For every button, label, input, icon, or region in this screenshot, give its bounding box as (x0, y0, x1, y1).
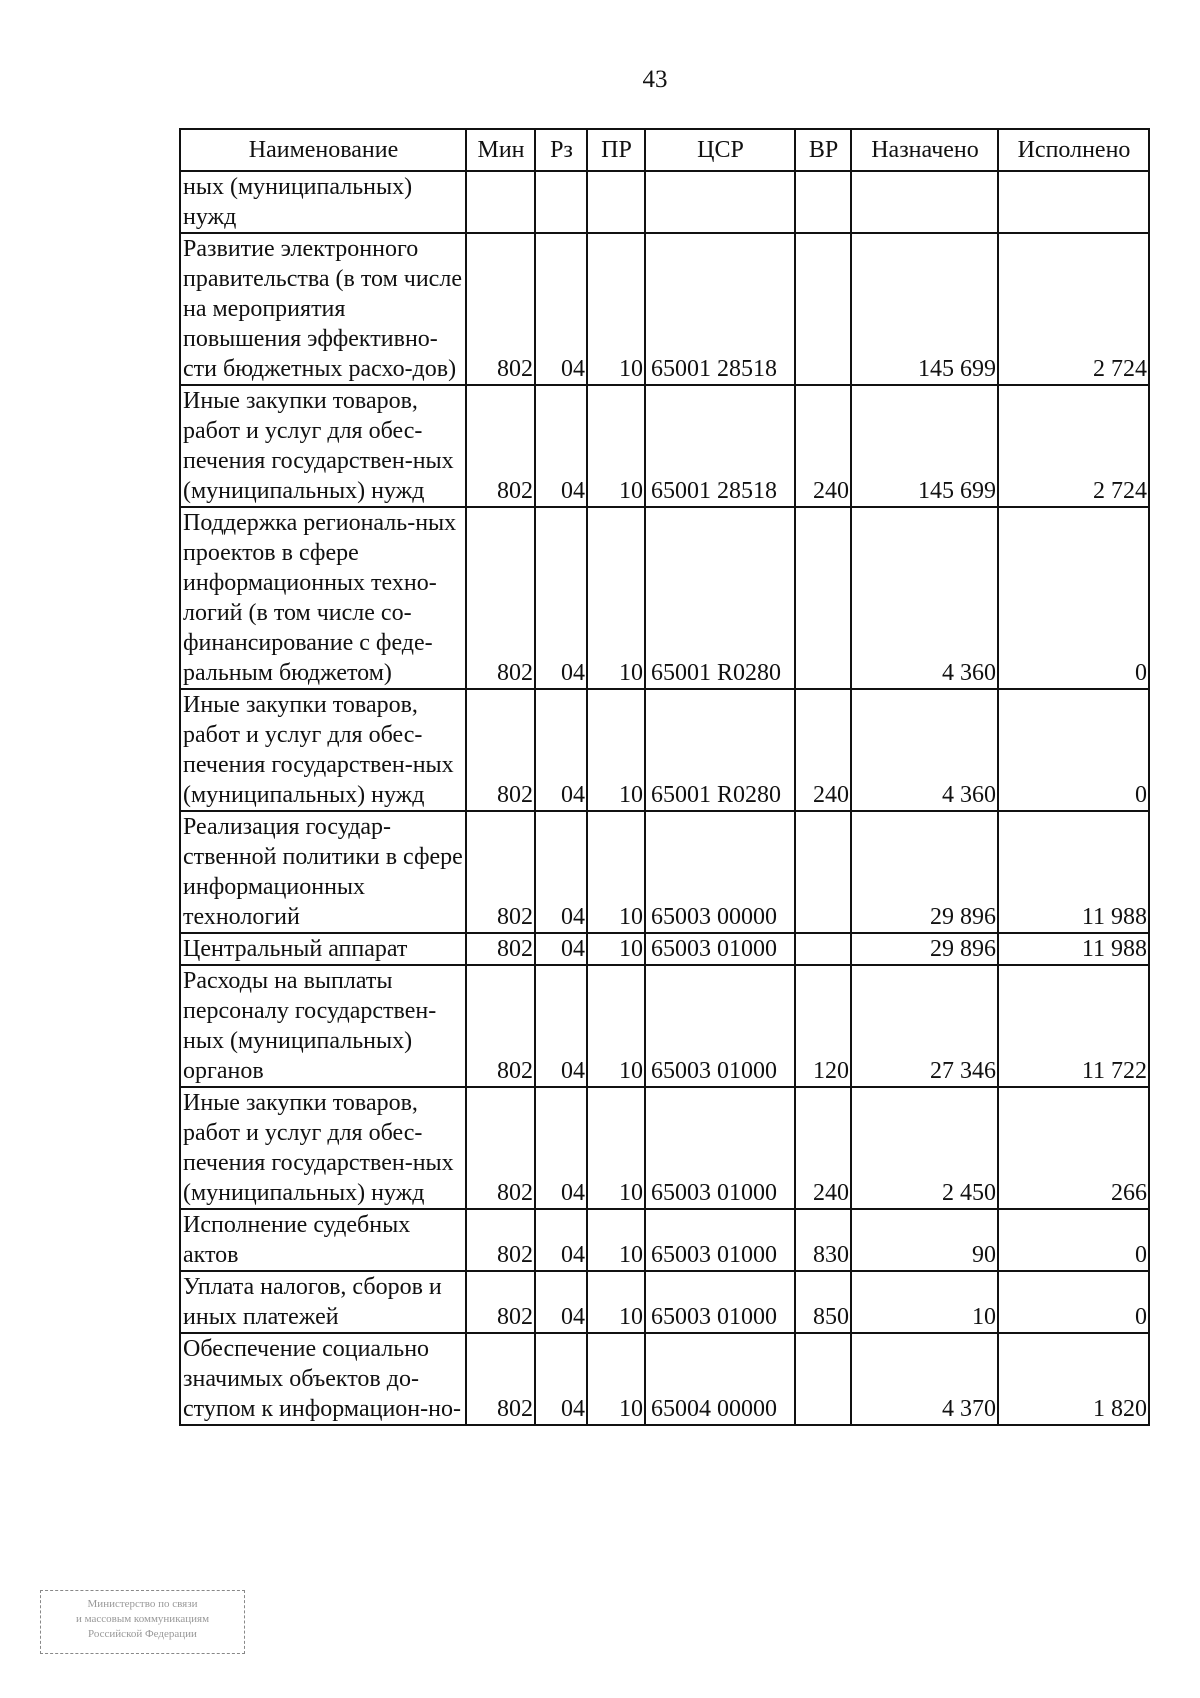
table-row (180, 171, 1149, 233)
table-row (180, 933, 1149, 965)
column-header-rz: Рз (535, 129, 587, 171)
column-header-csr: ЦСР (645, 129, 795, 171)
cell-vr: 850 (795, 1271, 851, 1333)
cell-pr: 10 (587, 965, 645, 1087)
cell-csr: 65001 28518 (645, 385, 795, 507)
cell-pr: 10 (587, 1271, 645, 1333)
cell-executed: 0 (998, 1271, 1149, 1333)
table-row (180, 233, 1149, 385)
cell-pr: 10 (587, 933, 645, 965)
cell-rz: 04 (535, 1209, 587, 1271)
cell-pr: 10 (587, 1087, 645, 1209)
cell-name: Иные закупки товаров, работ и услуг для обес-печения государствен-ных (муниципальных) нужд (180, 689, 466, 811)
cell-assigned: 4 360 (851, 689, 998, 811)
column-header-vr: ВР (795, 129, 851, 171)
table-body (180, 171, 1149, 1425)
cell-pr: 10 (587, 1333, 645, 1425)
cell-name: Развитие электронного правительства (в том числе на мероприятия повышения эффективно-сти бюджетных расхо-дов) (180, 233, 466, 385)
cell-csr: 65001 R0280 (645, 507, 795, 689)
cell-assigned: 145 699 (851, 233, 998, 385)
cell-min: 802 (466, 689, 535, 811)
cell-min (466, 171, 535, 233)
cell-executed: 11 722 (998, 965, 1149, 1087)
cell-executed: 0 (998, 507, 1149, 689)
cell-rz: 04 (535, 1271, 587, 1333)
cell-name: Поддержка региональ-ных проектов в сфере информационных техно-логий (в том числе со-финансирование с феде-ральным бюджетом) (180, 507, 466, 689)
cell-assigned: 29 896 (851, 933, 998, 965)
cell-name: Обеспечение социально значимых объектов до-ступом к информацион-но- (180, 1333, 466, 1425)
column-header-name: Наименование (180, 129, 466, 171)
cell-vr: 830 (795, 1209, 851, 1271)
cell-executed: 11 988 (998, 933, 1149, 965)
cell-executed: 266 (998, 1087, 1149, 1209)
cell-rz: 04 (535, 689, 587, 811)
cell-assigned: 29 896 (851, 811, 998, 933)
cell-min: 802 (466, 965, 535, 1087)
cell-csr: 65003 01000 (645, 933, 795, 965)
cell-rz: 04 (535, 385, 587, 507)
cell-assigned (851, 171, 998, 233)
table-row (180, 507, 1149, 689)
cell-vr (795, 507, 851, 689)
cell-vr: 240 (795, 385, 851, 507)
cell-pr: 10 (587, 811, 645, 933)
cell-vr (795, 1333, 851, 1425)
cell-rz: 04 (535, 507, 587, 689)
cell-csr: 65004 00000 (645, 1333, 795, 1425)
cell-csr (645, 171, 795, 233)
cell-rz (535, 171, 587, 233)
stamp-line: Министерство по связи (87, 1598, 198, 1610)
cell-name: Уплата налогов, сборов и иных платежей (180, 1271, 466, 1333)
table-row (180, 1271, 1149, 1333)
cell-assigned: 4 360 (851, 507, 998, 689)
cell-min: 802 (466, 385, 535, 507)
cell-assigned: 27 346 (851, 965, 998, 1087)
cell-name: ных (муниципальных) нужд (180, 171, 466, 233)
cell-name: Расходы на выплаты персоналу государствен-ных (муниципальных) органов (180, 965, 466, 1087)
cell-min: 802 (466, 1271, 535, 1333)
cell-vr (795, 933, 851, 965)
cell-vr: 120 (795, 965, 851, 1087)
cell-pr: 10 (587, 689, 645, 811)
budget-table (179, 128, 1150, 1426)
column-header-pr: ПР (587, 129, 645, 171)
cell-pr: 10 (587, 1209, 645, 1271)
cell-rz: 04 (535, 1333, 587, 1425)
cell-csr: 65003 01000 (645, 1209, 795, 1271)
cell-executed (998, 171, 1149, 233)
column-header-executed: Исполнено (998, 129, 1149, 171)
table-row (180, 1209, 1149, 1271)
cell-min: 802 (466, 811, 535, 933)
cell-name: Иные закупки товаров, работ и услуг для обес-печения государствен-ных (муниципальных) нужд (180, 1087, 466, 1209)
cell-rz: 04 (535, 233, 587, 385)
cell-rz: 04 (535, 1087, 587, 1209)
cell-csr: 65003 01000 (645, 1271, 795, 1333)
cell-executed: 0 (998, 1209, 1149, 1271)
cell-min: 802 (466, 233, 535, 385)
cell-executed: 2 724 (998, 385, 1149, 507)
table-row (180, 965, 1149, 1087)
cell-vr: 240 (795, 689, 851, 811)
cell-assigned: 2 450 (851, 1087, 998, 1209)
cell-executed: 1 820 (998, 1333, 1149, 1425)
cell-rz: 04 (535, 933, 587, 965)
cell-rz: 04 (535, 965, 587, 1087)
cell-csr: 65003 01000 (645, 965, 795, 1087)
cell-name: Иные закупки товаров, работ и услуг для обес-печения государствен-ных (муниципальных) нужд (180, 385, 466, 507)
cell-name: Центральный аппарат (180, 933, 466, 965)
table-header-row (180, 129, 1149, 171)
cell-csr: 65001 28518 (645, 233, 795, 385)
stamp-line: Российской Федерации (88, 1628, 197, 1640)
cell-min: 802 (466, 1333, 535, 1425)
cell-csr: 65003 00000 (645, 811, 795, 933)
cell-rz: 04 (535, 811, 587, 933)
cell-pr: 10 (587, 233, 645, 385)
cell-vr (795, 233, 851, 385)
table-row (180, 689, 1149, 811)
cell-assigned: 4 370 (851, 1333, 998, 1425)
cell-min: 802 (466, 1087, 535, 1209)
column-header-min: Мин (466, 129, 535, 171)
cell-min: 802 (466, 507, 535, 689)
cell-pr: 10 (587, 385, 645, 507)
cell-assigned: 90 (851, 1209, 998, 1271)
ministry-stamp (40, 1590, 245, 1654)
table-row (180, 1333, 1149, 1425)
cell-name: Реализация государ-ственной политики в сфере информационных технологий (180, 811, 466, 933)
stamp-line: и массовым коммуникациям (75, 1613, 210, 1625)
cell-csr: 65001 R0280 (645, 689, 795, 811)
cell-vr (795, 171, 851, 233)
cell-name: Исполнение судебных актов (180, 1209, 466, 1271)
cell-pr (587, 171, 645, 233)
cell-vr: 240 (795, 1087, 851, 1209)
cell-assigned: 10 (851, 1271, 998, 1333)
table-row (180, 385, 1149, 507)
cell-executed: 0 (998, 689, 1149, 811)
cell-executed: 2 724 (998, 233, 1149, 385)
page-number: 43 (642, 66, 668, 93)
table-row (180, 1087, 1149, 1209)
cell-csr: 65003 01000 (645, 1087, 795, 1209)
cell-assigned: 145 699 (851, 385, 998, 507)
cell-pr: 10 (587, 507, 645, 689)
cell-vr (795, 811, 851, 933)
cell-min: 802 (466, 933, 535, 965)
cell-min: 802 (466, 1209, 535, 1271)
column-header-assigned: Назначено (851, 129, 998, 171)
cell-executed: 11 988 (998, 811, 1149, 933)
table-row (180, 811, 1149, 933)
